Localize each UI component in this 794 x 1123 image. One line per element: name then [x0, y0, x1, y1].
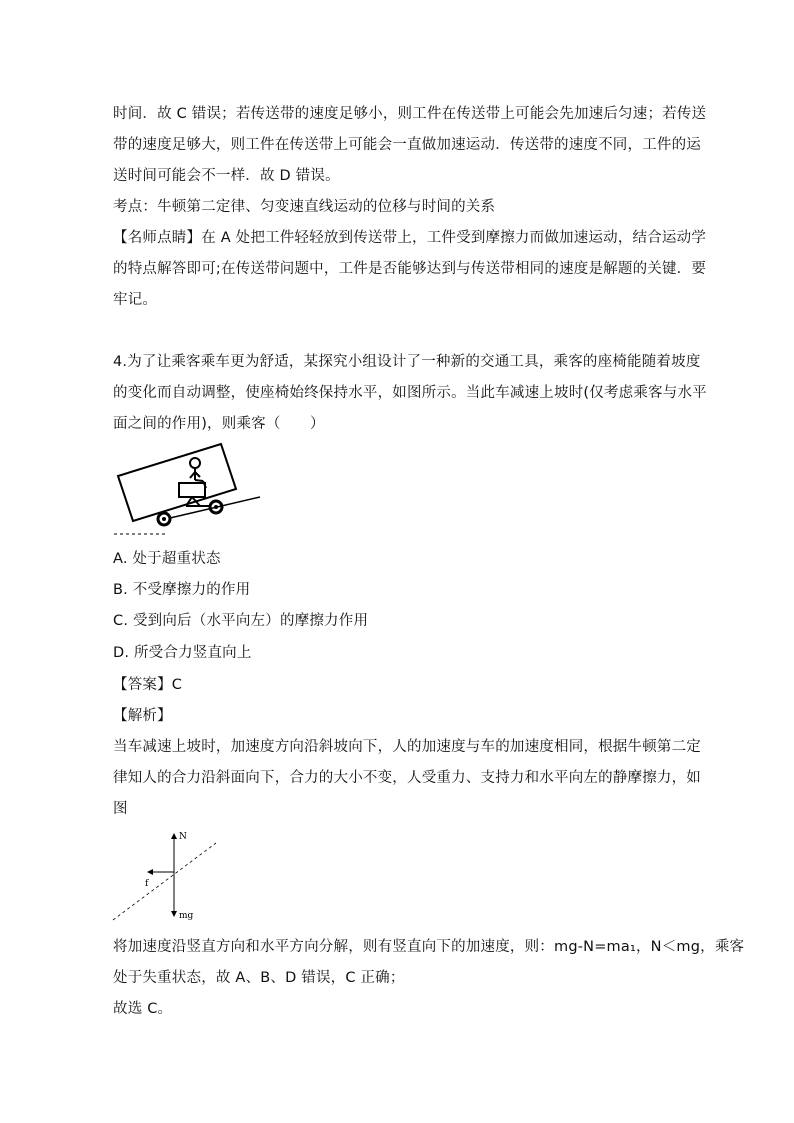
option-c: C. 受到向后（水平向左）的摩擦力作用 [113, 613, 369, 629]
teacher-comment-line-1: 【名师点睛】在 A 处把工件轻轻放到传送带上，工件受到摩擦力而做加速运动，结合运动学 [113, 230, 707, 246]
answer-line: 【答案】C [113, 677, 183, 693]
conclusion-line-2: 处于失重状态，故 A、B、D 错误，C 正确； [113, 970, 405, 986]
final-choice: 故选 C。 [113, 1001, 173, 1017]
vehicle-body [118, 444, 236, 521]
analysis-line-2: 律知人的合力沿斜面向下，合力的大小不变，人受重力、支持力和水平向左的静摩擦力，如 [113, 770, 701, 786]
teacher-comment-line-2: 的特点解答即可;在传送带问题中，工件是否能够达到与传送带相同的速度是解题的关键．要 [113, 261, 707, 277]
incline-line [113, 843, 216, 920]
question-line-1: 4.为了让乘客乘车更为舒适，某探究小组设计了一种新的交通工具，乘客的座椅能随着坡度 [113, 354, 701, 370]
force-diagram [110, 826, 222, 926]
friction-label: f [145, 879, 149, 889]
analysis-heading: 【解析】 [113, 708, 172, 724]
gravity-label: mg [179, 911, 194, 921]
question-line-3: 面之间的作用)，则乘客（ ） [113, 416, 325, 432]
teacher-comment-line-3: 牢记。 [113, 292, 158, 308]
conclusion-line-1: 将加速度沿竖直方向和水平方向分解，则有竖直向下的加速度，则：mg-N=ma₁，N＜mg，乘客 [113, 939, 745, 955]
option-a: A. 处于超重状态 [113, 551, 221, 567]
prev-solution-line-1: 时间．故 C 错误；若传送带的速度足够小，则工件在传送带上可能会先加速后匀速；若传送 [113, 106, 707, 122]
analysis-line-3: 图 [113, 801, 128, 817]
option-d: D. 所受合力竖直向上 [113, 645, 252, 661]
question-line-2: 的变化而自动调整，使座椅始终保持水平，如图所示。当此车减速上坡时(仅考虑乘客与水平 [113, 385, 707, 401]
analysis-line-1: 当车减速上坡时，加速度方向沿斜坡向下，人的加速度与车的加速度相同，根据牛顿第二定 [113, 739, 701, 755]
seat [179, 483, 205, 497]
prev-solution-line-3: 送时间可能会不一样．故 D 错误。 [113, 168, 340, 184]
vehicle-on-slope-figure [112, 440, 264, 540]
option-b: B. 不受摩擦力的作用 [113, 582, 251, 598]
normal-force-label: N [179, 832, 187, 842]
prev-solution-line-2: 带的速度足够大，则工件在传送带上可能会一直做加速运动．传送带的速度不同，工件的运 [113, 137, 701, 153]
knowledge-points: 考点：牛顿第二定律、匀变速直线运动的位移与时间的关系 [113, 199, 496, 215]
